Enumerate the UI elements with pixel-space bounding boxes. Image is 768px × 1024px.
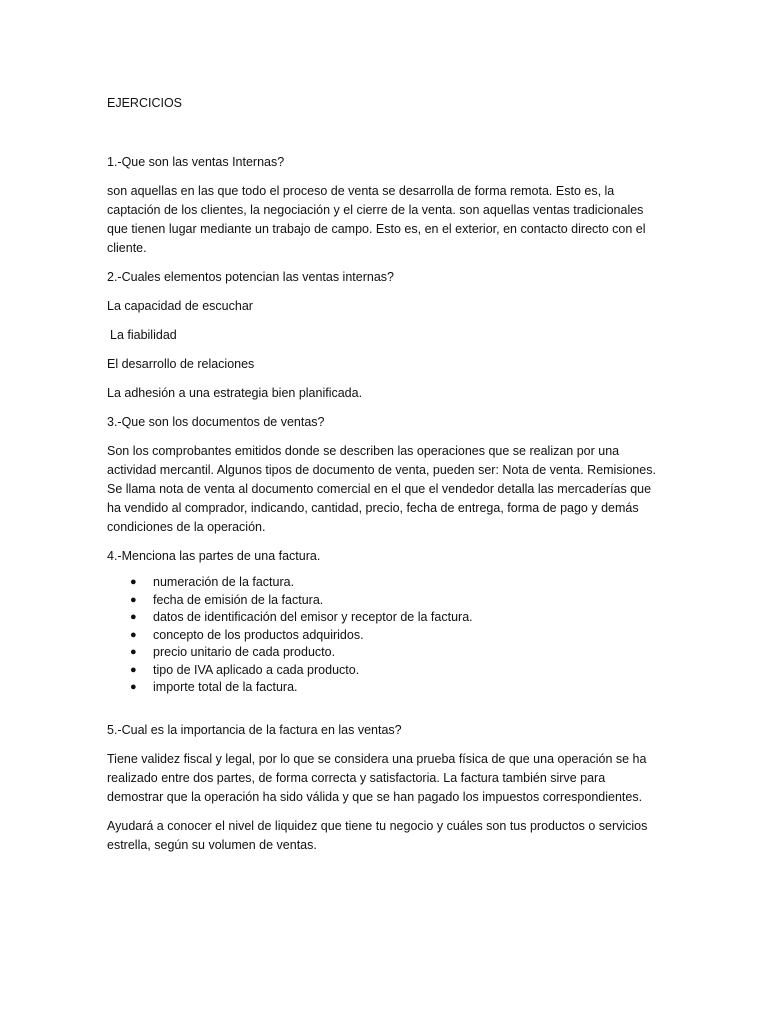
question-2: 2.-Cuales elementos potencian las ventas internas? [107,270,394,284]
list-item [107,679,663,697]
question-4: 4.-Menciona las partes de una factura. [107,549,321,563]
bullet-icon: ● [130,576,137,588]
document-body [107,94,663,865]
invoice-parts-list [107,574,663,697]
question-3: 3.-Que son los documentos de ventas? [107,415,325,429]
list-item-text: fecha de emisión de la factura. [153,592,324,607]
question-5: 5.-Cual es la importancia de la factura en las ventas? [107,722,402,737]
answer-3: Son los comprobantes emitidos donde se describen las operaciones que se realizan por una actividad mercantil. Algunos tipos de documento de venta, pueden ser: Nota de venta. Remisiones. Se llama nota de venta al documento comercial en el que el vendedor detalla las mercaderías que ha vendido al comprador, indicando, cantidad, precio, fecha de entrega, forma de pago y demás condiciones de la operación. [107,444,656,534]
list-item-text: importe total de la factura. [153,680,298,694]
bullet-icon: ● [130,628,137,641]
bullet-icon: ● [130,681,137,693]
answer-5-paragraph: Ayudará a conocer el nivel de liquidez que tiene tu negocio y cuáles son tus productos o servicios estrella, según su volumen de ventas. [107,818,648,852]
answer-1: son aquellas en las que todo el proceso de venta se desarrolla de forma remota. Esto es, la captación de los clientes, la negociación y el cierre de la venta. son aquellas ventas tradicionales que tienen lugar mediante un trabajo de campo. Esto es, en el exterior, en contacto directo con el cliente. [107,184,646,255]
answer-2-item: El desarrollo de relaciones [107,357,255,371]
bullet-icon: ● [130,593,137,606]
list-item-text: numeración de la factura. [153,575,295,589]
list-item-text: precio unitario de cada producto. [153,645,336,659]
list-item-text: tipo de IVA aplicado a cada producto. [153,662,360,677]
list-item-text: concepto de los productos adquiridos. [153,627,364,642]
list-item [107,662,663,680]
list-item [107,574,663,592]
answer-5-paragraph: Tiene validez fiscal y legal, por lo que se considera una prueba física de que una operación se ha realizado entre dos partes, de forma correcta y satisfactoria. La factura también sirve para demostrar que la operación ha sido válida y que se han pagado los impuestos correspondientes. [107,751,647,804]
bullet-icon: ● [130,646,137,658]
answer-2-item: La fiabilidad [110,328,177,342]
document-title: EJERCICIOS [107,96,183,110]
list-item [107,644,663,662]
list-item [107,609,663,627]
bullet-icon: ● [130,663,137,676]
list-item [107,627,663,645]
list-item-text: datos de identificación del emisor y receptor de la factura. [153,610,473,624]
bullet-icon: ● [130,611,137,623]
answer-2-item: La capacidad de escuchar [107,299,253,313]
list-item [107,592,663,610]
answer-2-item: La adhesión a una estrategia bien planificada. [107,386,363,400]
question-1: 1.-Que son las ventas Internas? [107,155,285,169]
